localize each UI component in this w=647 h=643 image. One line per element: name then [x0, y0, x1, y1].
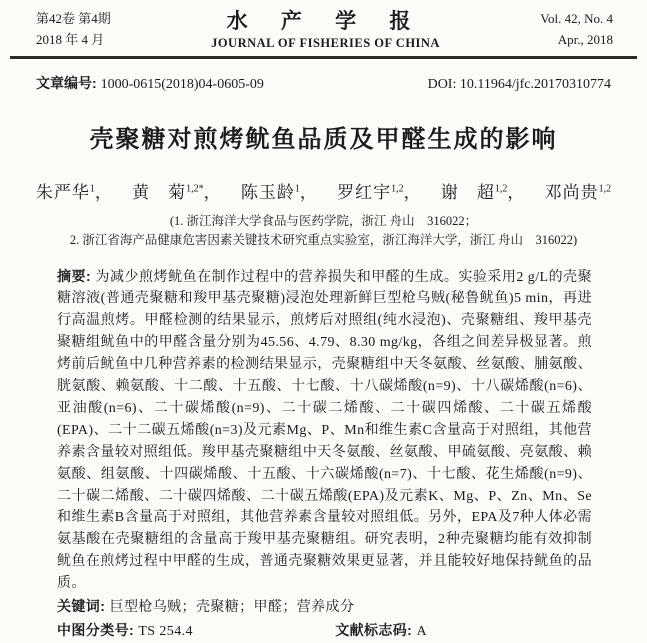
author-name: 陈玉龄 — [240, 182, 295, 202]
author-name: 谢 超 — [440, 182, 495, 202]
article-meta-row — [0, 73, 647, 93]
author-name: 罗红宇 — [337, 182, 392, 202]
affiliation-list — [0, 212, 647, 250]
volume-issue: 第42卷 第4期 — [36, 11, 111, 26]
author-affiliation-sup: 1,2* — [186, 182, 204, 194]
doi: DOI: 10.11964/jfc.20170310774 — [427, 76, 611, 92]
clc-label: 中图分类号: — [57, 622, 139, 639]
paper-title: 壳聚糖对煎烤鱿鱼品质及甲醛生成的影响 — [89, 125, 558, 153]
classification-row — [57, 619, 592, 643]
author-separator: ， — [94, 182, 113, 202]
author-affiliation-sup: 1,2 — [391, 182, 404, 194]
author-affiliation-sup: 1 — [294, 182, 300, 194]
abstract — [57, 266, 592, 596]
author-separator: ， — [403, 182, 422, 202]
journal-title-en: JOURNAL OF FISHERIES OF CHINA — [211, 36, 440, 50]
article-number-label: 文章编号: — [36, 74, 101, 91]
journal-title-block — [111, 8, 541, 52]
keywords — [57, 595, 592, 619]
volume-en: Vol. 42, No. 4 — [540, 11, 613, 26]
abstract-label: 摘要: — [57, 267, 96, 284]
author — [337, 183, 404, 202]
issue-date-en: Apr., 2018 — [557, 32, 613, 47]
author — [241, 183, 300, 202]
author — [545, 183, 612, 202]
article-number-value: 1000-0615(2018)04-0605-09 — [100, 76, 264, 92]
author-name: 黄 菊 — [132, 182, 187, 202]
clc-value: TS 254.4 — [138, 624, 193, 640]
masthead-rule — [10, 56, 637, 59]
keywords-text: 巨型枪乌贼；壳聚糖；甲醛；营养成分 — [109, 600, 355, 616]
journal-masthead — [0, 8, 647, 52]
article-number — [36, 73, 264, 93]
author-name: 朱严华 — [35, 182, 90, 202]
author — [132, 183, 204, 202]
affiliation-line: (1. 浙江海洋大学食品与医药学院，浙江 舟山 316022； — [169, 213, 478, 228]
document-code-value: A — [416, 624, 428, 640]
author — [441, 183, 508, 202]
author — [36, 183, 95, 202]
author-separator: ， — [299, 182, 318, 202]
author-separator: ， — [203, 182, 222, 202]
author-name: 邓尚贵 — [544, 182, 599, 202]
author-affiliation-sup: 1,2 — [494, 182, 508, 194]
document-code — [335, 619, 427, 643]
author-affiliation-sup: 1,2 — [598, 182, 612, 194]
volume-info-en — [540, 8, 613, 50]
journal-title-cn: 水 产 学 报 — [226, 9, 425, 33]
affiliation-line: 2. 浙江省海产品健康危害因素关键技术研究重点实验室，浙江海洋大学，浙江 舟山 316022) — [69, 232, 578, 247]
clc-number — [57, 619, 335, 643]
issue-info — [36, 8, 111, 50]
author-separator: ， — [507, 182, 526, 202]
keywords-label: 关键词: — [57, 598, 110, 615]
author-list — [0, 178, 647, 203]
author-affiliation-sup: 1 — [89, 182, 95, 194]
issue-date-cn: 2018 年 4 月 — [36, 32, 105, 47]
abstract-text: 为减少煎烤鱿鱼在制作过程中的营养损失和甲醛的生成。实验采用2 g/L的壳聚糖溶液(普通壳聚糖和羧甲基壳聚糖)浸泡处理新鲜巨型枪乌贼(秘鲁鱿鱼)5 min，再进行高温煎烤。甲醛检测的结果显示，煎烤后对照组(纯水浸泡)、壳聚糖组、羧甲基壳聚糖组鱿鱼中的甲醛含量分别为45.56、4.79、8.30 mg/kg，各组之间差异极显著。煎烤前后鱿鱼中几种营养素的检测结果显示，壳聚糖组中天冬氨酸、丝氨酸、脯氨酸、胱氨酸、赖氨酸、十二酸、十五酸、十七酸、十八碳烯酸(n=9)、十八碳烯酸(n=6)、亚油酸(n=6)、二十碳烯酸(n=9)、二十碳二烯酸、二十碳四烯酸、二十碳五烯酸(EPA)、二十二碳五烯酸(n=3)及元素Mg、P、Mn和维生素C含量高于对照组，其他营养素含量较对照组低。羧甲基壳聚糖组中天冬氨酸、丝氨酸、甲硫氨酸、亮氨酸、赖氨酸、组氨酸、十四碳烯酸、十五酸、十六碳烯酸(n=7)、十七酸、花生烯酸(n=9)、二十碳二烯酸、二十碳四烯酸、二十碳五烯酸(EPA)及元素K、Mg、P、Zn、Mn、Se和维生素B含量高于对照组，其他营养素含量较对照组低。另外，EPA及7种人体必需氨基酸在壳聚糖组的含量高于羧甲基壳聚糖组。研究表明，2种壳聚糖均能有效抑制鱿鱼在煎烤过程中甲醛的生成，普通壳聚糖效果更显著，并且能较好地保持鱿鱼的品质。 — [57, 269, 592, 592]
document-code-label: 文献标志码: — [335, 622, 417, 639]
